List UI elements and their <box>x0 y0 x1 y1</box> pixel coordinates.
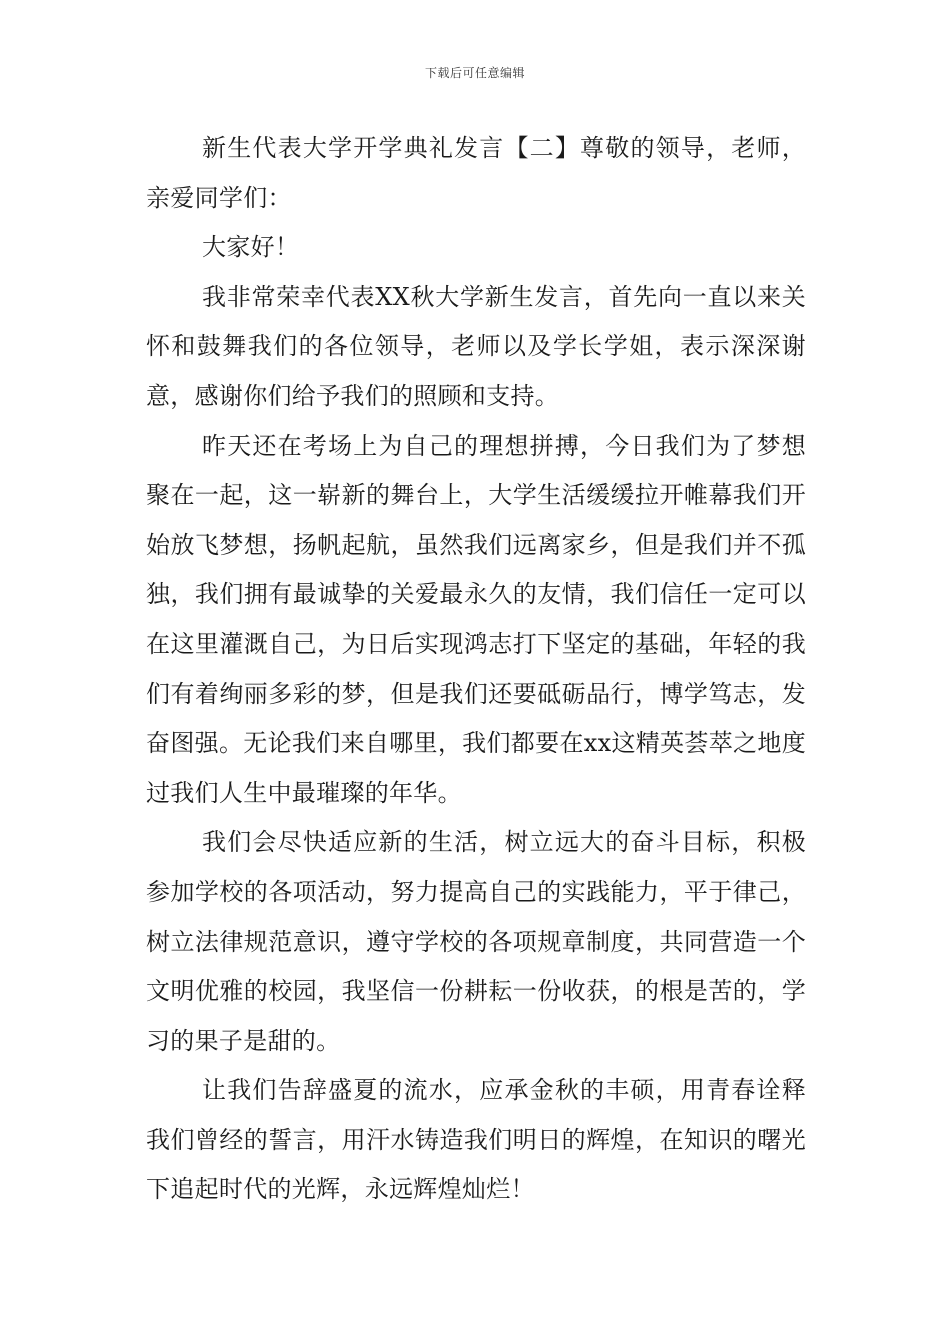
document-body <box>146 124 806 1215</box>
paragraph-dreams: 昨天还在考场上为自己的理想拼搏，今日我们为了梦想聚在一起，这一崭新的舞台上，大学生活缓缓拉开帷幕我们开始放飞梦想，扬帆起航，虽然我们远离家乡，但是我们并不孤独，我们拥有最诚挚的关爱最永久的友情，我们信任一定可以在这里灌溉自己，为日后实现鸿志打下坚定的基础，年轻的我们有着绚丽多彩的梦，但是我们还要砥砺品行，博学笃志，发奋图强。无论我们来自哪里，我们都要在xx这精英荟萃之地度过我们人生中最璀璨的年华。 <box>146 431 806 807</box>
paragraph-thanks: 我非常荣幸代表XX秋大学新生发言，首先向一直以来关怀和鼓舞我们的各位领导，老师以及学长学姐，表示深深谢意，感谢你们给予我们的照顾和支持。 <box>146 282 806 410</box>
paragraph-closing: 让我们告辞盛夏的流水，应承金秋的丰硕，用青春诠释我们曾经的誓言，用汗水铸造我们明日的辉煌，在知识的曙光下追起时代的光辉，永远辉煌灿烂！ <box>146 1076 806 1204</box>
page-header-note: 下载后可任意编辑 <box>424 66 525 80</box>
paragraph-hello: 大家好！ <box>202 233 300 262</box>
paragraph-title-greeting: 新生代表大学开学典礼发言【二】尊敬的领导，老师，亲爱同学们： <box>146 134 806 212</box>
paragraph-adapt: 我们会尽快适应新的生活，树立远大的奋斗目标，积极参加学校的各项活动，努力提高自己的实践能力，平于律己，树立法律规范意识，遵守学校的各项规章制度，共同营造一个文明优雅的校园，我坚信一份耕耘一份收获，的根是苦的，学习的果子是甜的。 <box>146 828 806 1055</box>
